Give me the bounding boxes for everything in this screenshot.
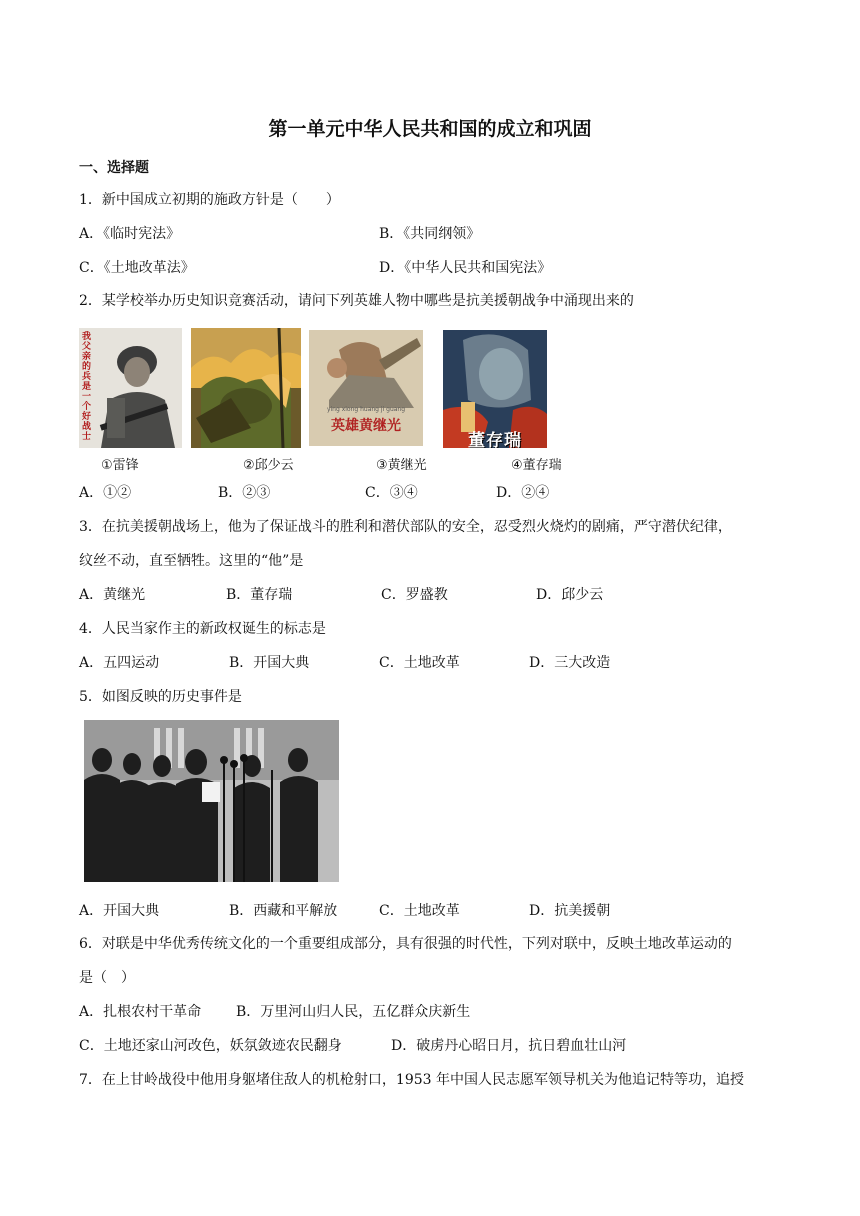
q1-option-c: C．《土地改革法》 [79, 260, 195, 276]
poster-dong-cunrui [443, 330, 547, 448]
q3-option-a: A．黄继光 [79, 587, 146, 603]
question-2-stem: 2．某学校举办历史知识竞赛活动，请问下列英雄人物中哪些是抗美援朝战争中涌现出来的 [79, 293, 634, 309]
question-4-stem: 4．人民当家作主的新政权诞生的标志是 [79, 621, 326, 637]
poster-dong-title: 董存瑞 [468, 431, 522, 448]
q6-option-b: B．万里河山归人民，五亿群众庆新生 [236, 1004, 471, 1020]
q2-option-b: B．②③ [218, 485, 271, 501]
page-title: 第一单元中华人民共和国的成立和巩固 [268, 118, 592, 140]
painting-qiu-shaoyun [191, 328, 301, 448]
q3-option-b: B．董存瑞 [226, 587, 293, 603]
question-7-stem: 7．在上甘岭战役中他用身躯堵住敌人的机枪射口，1953 年中国人民志愿军领导机关为他追记特等功，追授 [79, 1072, 744, 1088]
question-1-stem: 1．新中国成立初期的施政方针是（ ） [79, 192, 340, 208]
poster-title: 英雄黄继光 [331, 418, 401, 434]
q2-option-c: C．③④ [365, 485, 418, 501]
photo-lei-feng-caption: 我父亲的兵是一个好战士 [82, 332, 92, 442]
poster-pinyin: ying xiong huang ji guang [326, 406, 406, 413]
question-5-stem: 5．如图反映的历史事件是 [79, 689, 242, 705]
question-3-stem-line2: 纹丝不动，直至牺牲。这里的“他”是 [79, 553, 304, 569]
q4-option-a: A．五四运动 [79, 655, 160, 671]
photo-founding-ceremony [84, 720, 339, 882]
q4-option-d: D．三大改造 [529, 655, 611, 671]
q4-option-b: B．开国大典 [229, 655, 310, 671]
q4-option-c: C．土地改革 [379, 655, 460, 671]
caption-1: ①雷锋 [101, 458, 139, 473]
q6-option-a: A．扎根农村干革命 [79, 1004, 202, 1020]
q1-option-b: B．《共同纲领》 [379, 226, 481, 242]
caption-2: ②邱少云 [243, 458, 294, 473]
q2-option-d: D．②④ [496, 485, 550, 501]
q1-option-d: D．《中华人民共和国宪法》 [379, 260, 552, 276]
q5-option-a: A．开国大典 [79, 903, 160, 919]
section-heading: 一、选择题 [79, 160, 149, 176]
question-6-stem-line2: 是（ ） [79, 970, 135, 986]
q5-option-d: D．抗美援朝 [529, 903, 611, 919]
q5-option-c: C．土地改革 [379, 903, 460, 919]
photo-lei-feng [79, 328, 182, 448]
q2-option-a: A．①② [79, 485, 132, 501]
caption-3: ③黄继光 [376, 458, 427, 473]
q3-option-d: D．邱少云 [536, 587, 604, 603]
question-6-stem-line1: 6．对联是中华优秀传统文化的一个重要组成部分，具有很强的时代性，下列对联中，反映土地改革运动的 [79, 936, 732, 952]
question-3-stem-line1: 3．在抗美援朝战场上，他为了保证战斗的胜利和潜伏部队的安全，忍受烈火烧灼的剧痛，严守潜伏纪律， [79, 519, 732, 535]
q6-option-d: D．破虏丹心昭日月，抗日碧血壮山河 [391, 1038, 627, 1054]
q1-option-a: A．《临时宪法》 [79, 226, 181, 242]
caption-4: ④董存瑞 [511, 458, 562, 473]
q5-option-b: B．西藏和平解放 [229, 903, 338, 919]
q6-option-c: C．土地还家山河改色，妖氛敛迹农民翻身 [79, 1038, 342, 1054]
q3-option-c: C．罗盛教 [381, 587, 448, 603]
poster-huang-jiguang [309, 330, 423, 446]
